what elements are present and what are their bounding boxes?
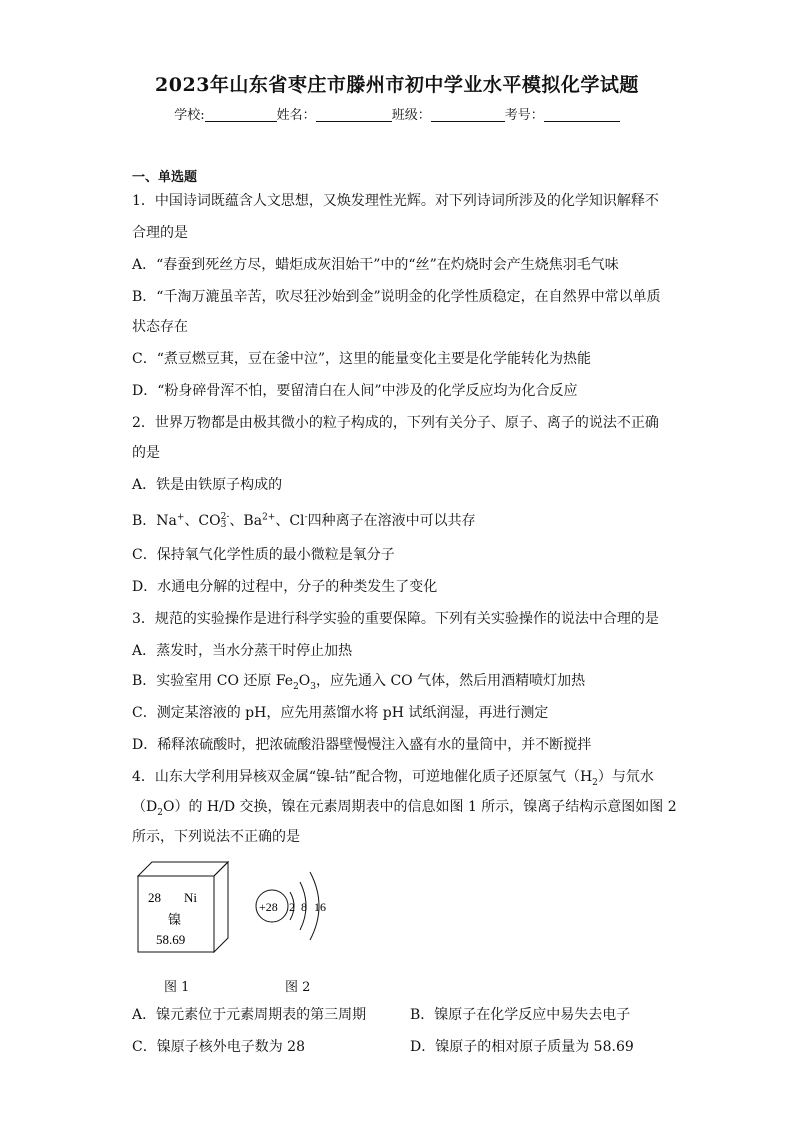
q4-stem-line1-b: ）与氘水	[597, 769, 654, 785]
fig1-atomic-mass: 58.69	[156, 932, 186, 947]
q3-b-prefix: B．实验室用 CO 还原 Fe	[132, 673, 294, 689]
q4-stem-line2	[132, 796, 677, 818]
class-blank[interactable]	[431, 107, 505, 122]
q4-stem-line1	[132, 766, 654, 788]
q2-option-b	[132, 510, 476, 530]
q2-option-c: C．保持氧气化学性质的最小微粒是氧分子	[132, 547, 395, 563]
q3-b-suffix: ，应先通入 CO 气体，然后用酒精喷灯加热	[316, 673, 586, 689]
q2-option-a: A．铁是由铁原子构成的	[132, 477, 283, 493]
q4-option-a: A．镍元素位于元素周期表的第三周期	[132, 1007, 367, 1023]
fig1-box-side	[214, 862, 228, 952]
q3-b-sub2: 3	[310, 681, 317, 692]
fig2-caption: 图 2	[285, 980, 311, 995]
q1-stem-line1: 1．中国诗词既蕴含人文思想，又焕发理性光辉。对下列诗词所涉及的化学知识解释不	[132, 193, 659, 209]
q4-stem-line2-sub: 2	[157, 807, 163, 818]
name-blank[interactable]	[316, 107, 392, 122]
q1-stem-line2: 合理的是	[132, 225, 188, 241]
q4-stem-line2-b: O）的 H/D 交换，镍在元素周期表中的信息如图 1 所示，镍离子结构示意图如图 2	[162, 799, 677, 815]
q2-b-co-charge: 2-	[220, 512, 230, 522]
q4-option-d: D．镍原子的相对原子质量为 58.69	[410, 1039, 634, 1055]
q2-b-na-charge: +	[176, 512, 185, 523]
q2-b-ba: 、Ba	[229, 513, 263, 529]
q1-option-c: C．“煮豆燃豆萁，豆在釜中泣”，这里的能量变化主要是化学能转化为热能	[132, 351, 592, 367]
section-heading: 一、单选题	[132, 170, 198, 185]
q4-option-b: B．镍原子在化学反应中易失去电子	[410, 1007, 631, 1023]
q2-stem-line2: 的是	[132, 445, 160, 461]
q2-b-na: B．Na	[132, 513, 177, 529]
q2-b-co-subscript: 3	[220, 520, 227, 530]
q4-option-c: C．镍原子核外电子数为 28	[132, 1039, 305, 1055]
fig2-shell-1-count: 2	[289, 900, 295, 914]
q2-b-cl: 、Cl	[275, 513, 305, 529]
q2-b-co: 、CO	[184, 513, 221, 529]
name-label: 姓名：	[276, 108, 316, 123]
q3-option-c: C．测定某溶液的 pH，应先用蒸馏水将 pH 试纸润湿，再进行测定	[132, 705, 549, 721]
exam-no-label: 考号：	[504, 108, 544, 123]
class-label: 班级：	[391, 108, 431, 123]
student-info-line	[0, 104, 794, 123]
q3-stem: 3．规范的实验操作是进行科学实验的重要保障。下列有关实验操作的说法中合理的是	[132, 611, 659, 627]
q2-stem-line1: 2．世界万物都是由极其微小的粒子构成的，下列有关分子、原子、离子的说法不正确	[132, 415, 659, 431]
q1-option-d: D．“粉身碎骨浑不怕，要留清白在人间”中涉及的化学反应均为化合反应	[132, 383, 578, 399]
school-label: 学校:	[174, 108, 205, 123]
q3-option-a: A．蒸发时，当水分蒸干时停止加热	[132, 643, 353, 659]
q4-stem-line3: 所示，下列说法不正确的是	[132, 829, 300, 845]
q4-stem-line1-a: 4．山东大学利用异核双金属“镍-钴”配合物，可逆地催化质子还原氢气（H	[132, 769, 593, 785]
q3-option-b	[132, 670, 585, 692]
exam-no-blank[interactable]	[544, 107, 620, 122]
figure-2-ion-structure	[250, 860, 340, 950]
fig1-atomic-number: 28	[148, 890, 161, 905]
fig1-box-top	[138, 862, 228, 876]
exam-title: 2023年山东省枣庄市滕州市初中学业水平模拟化学试题	[155, 74, 639, 96]
q1-option-a: A．“春蚕到死丝方尽，蜡炬成灰泪始干”中的“丝”在灼烧时会产生烧焦羽毛气味	[132, 257, 619, 273]
fig1-symbol: Ni	[184, 890, 197, 905]
fig1-caption: 图 1	[164, 980, 190, 995]
q2-b-cl-charge: -	[304, 512, 308, 523]
fig1-element-name: 镍	[168, 913, 182, 928]
q3-option-d: D．稀释浓硫酸时，把浓硫酸沿器壁慢慢注入盛有水的量筒中，并不断搅拌	[132, 737, 592, 753]
q3-b-o: O	[298, 673, 311, 689]
fig2-shell-2-count: 8	[301, 900, 307, 914]
school-blank[interactable]	[205, 107, 277, 122]
fig2-nucleus-charge: +28	[259, 900, 278, 914]
q1-option-b-line2: 状态存在	[132, 319, 188, 335]
q3-b-sub1: 2	[293, 681, 299, 692]
q4-stem-line1-sub: 2	[592, 777, 598, 788]
q2-b-ba-charge: 2+	[262, 512, 276, 523]
q1-option-b-line1: B．“千淘万漉虽辛苦，吹尽狂沙始到金”说明金的化学性质稳定，在自然界中常以单质	[132, 289, 661, 305]
fig2-shell-3-count: 16	[314, 900, 326, 914]
q2-option-d: D．水通电分解的过程中，分子的种类发生了变化	[132, 579, 438, 595]
figure-1-element-cell	[132, 856, 242, 956]
q4-stem-line2-a: （D	[132, 799, 158, 815]
q2-b-suffix: 四种离子在溶液中可以共存	[307, 513, 476, 529]
